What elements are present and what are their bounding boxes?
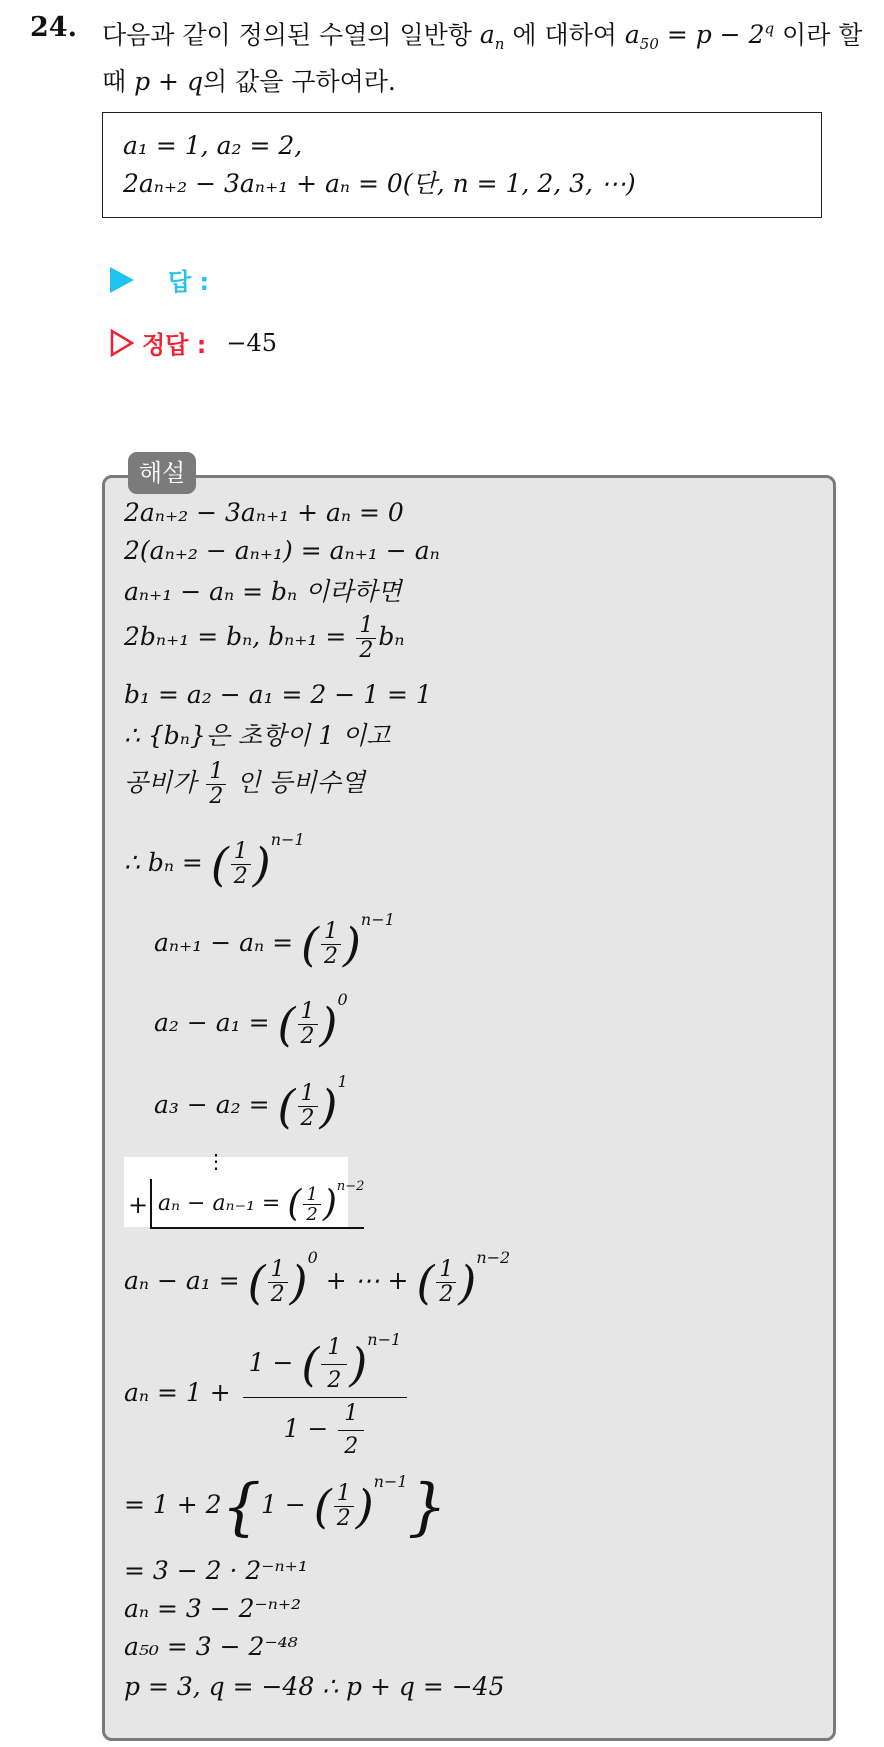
stem-an: $a_n$ xyxy=(479,20,505,54)
solution-line-14: aₙ = 1 + 1 − ( $\frac{1}{2}$ )$^{n-1}$ 1 − $\frac{1}{2}$ xyxy=(124,1330,407,1459)
answer-correct-label: 정답 : xyxy=(142,331,207,359)
solution-tag: 해설 xyxy=(128,452,196,494)
solution-line-1: 2aₙ₊₂ − 3aₙ₊₁ + aₙ = 0 xyxy=(124,498,404,527)
solution-line-16: = 3 − 2 · 2⁻ⁿ⁺¹ xyxy=(124,1556,308,1585)
fraction-half: $\frac{1}{2}$ xyxy=(356,614,376,663)
solution-line-11: a₃ − a₂ = ( $\frac{1}{2}$ )$^1$ xyxy=(154,1072,348,1134)
telescoping-sum-image xyxy=(124,1149,365,1227)
condition-box xyxy=(102,112,822,218)
play-triangle-icon xyxy=(110,267,134,293)
answer-correct-value: −45 xyxy=(226,328,277,357)
answer-correct-row xyxy=(110,325,277,360)
solution-line-10: a₂ − a₁ = ( $\frac{1}{2}$ )$^0$ xyxy=(154,990,348,1052)
solution-line-18: a₅₀ = 3 − 2⁻⁴⁸ xyxy=(124,1632,298,1661)
solution-line-12: aₙ − aₙ₋₁ = ( $\frac{1}{2}$ )$^{n-2}$ xyxy=(150,1179,364,1229)
solution-line-7: 공비가 $\frac{1}{2}$ 인 등비수열 xyxy=(124,759,366,809)
stem-a50: $a_{50} = p - 2^q$ xyxy=(624,20,775,54)
solution-line-15: = 1 + 2{1 − ( $\frac{1}{2}$ )$^{n-1}$} xyxy=(124,1470,447,1543)
problem-number: 24. xyxy=(30,12,77,43)
big-fraction: 1 − ( $\frac{1}{2}$ )$^{n-1}$ 1 − $\frac{1}{2}$ xyxy=(243,1330,408,1459)
solution-line-17: aₙ = 3 − 2⁻ⁿ⁺² xyxy=(124,1594,302,1623)
solution-line-3: aₙ₊₁ − aₙ = bₙ 이라하면 xyxy=(124,577,402,606)
stem-text-4: 의 값을 구하여라. xyxy=(202,67,396,97)
stem-text-1: 다음과 같이 정의된 수열의 일반항 xyxy=(102,20,480,50)
solution-line-2: 2(aₙ₊₂ − aₙ₊₁) = aₙ₊₁ − aₙ xyxy=(124,536,440,565)
stem-text-2: 에 대하여 xyxy=(512,20,625,50)
solution-line-8: ∴ bₙ = ( $\frac{1}{2}$ )$^{n-1}$ xyxy=(124,830,305,892)
vdots: ⋮ xyxy=(206,1149,226,1173)
solution-line-13: aₙ − a₁ = ( $\frac{1}{2}$ )$^0$ + ⋯ + ( $\frac{1}{2}$ )$^{n-2}$ xyxy=(124,1248,511,1310)
problem-stem xyxy=(102,10,872,101)
solution-line-6: ∴ {bₙ}은 초항이 1 이고 xyxy=(124,721,391,750)
solution-line-19: p = 3, q = −48 ∴ p + q = −45 xyxy=(124,1672,505,1701)
condition-line-2: 2aₙ₊₂ − 3aₙ₊₁ + aₙ = 0(단, n = 1, 2, 3, ⋯) xyxy=(123,169,636,198)
solution-line-4: 2bₙ₊₁ = bₙ, bₙ₊₁ = $\frac{1}{2}$ bₙ xyxy=(124,613,405,663)
stem-pq: p + q xyxy=(134,67,203,97)
solution-line-9: aₙ₊₁ − aₙ = ( $\frac{1}{2}$ )$^{n-1}$ xyxy=(154,910,395,972)
plus-sign: + xyxy=(128,1191,149,1219)
stem-text-3: 이라 할 때 xyxy=(102,20,863,97)
answer-blank-row xyxy=(110,262,209,297)
solution-line-5: b₁ = a₂ − a₁ = 2 − 1 = 1 xyxy=(124,680,432,709)
condition-line-1: a₁ = 1, a₂ = 2, xyxy=(123,131,303,160)
outline-triangle-icon xyxy=(110,329,134,357)
answer-blank-label: 답 : xyxy=(168,268,210,296)
fraction-half: $\frac{1}{2}$ xyxy=(206,760,226,809)
